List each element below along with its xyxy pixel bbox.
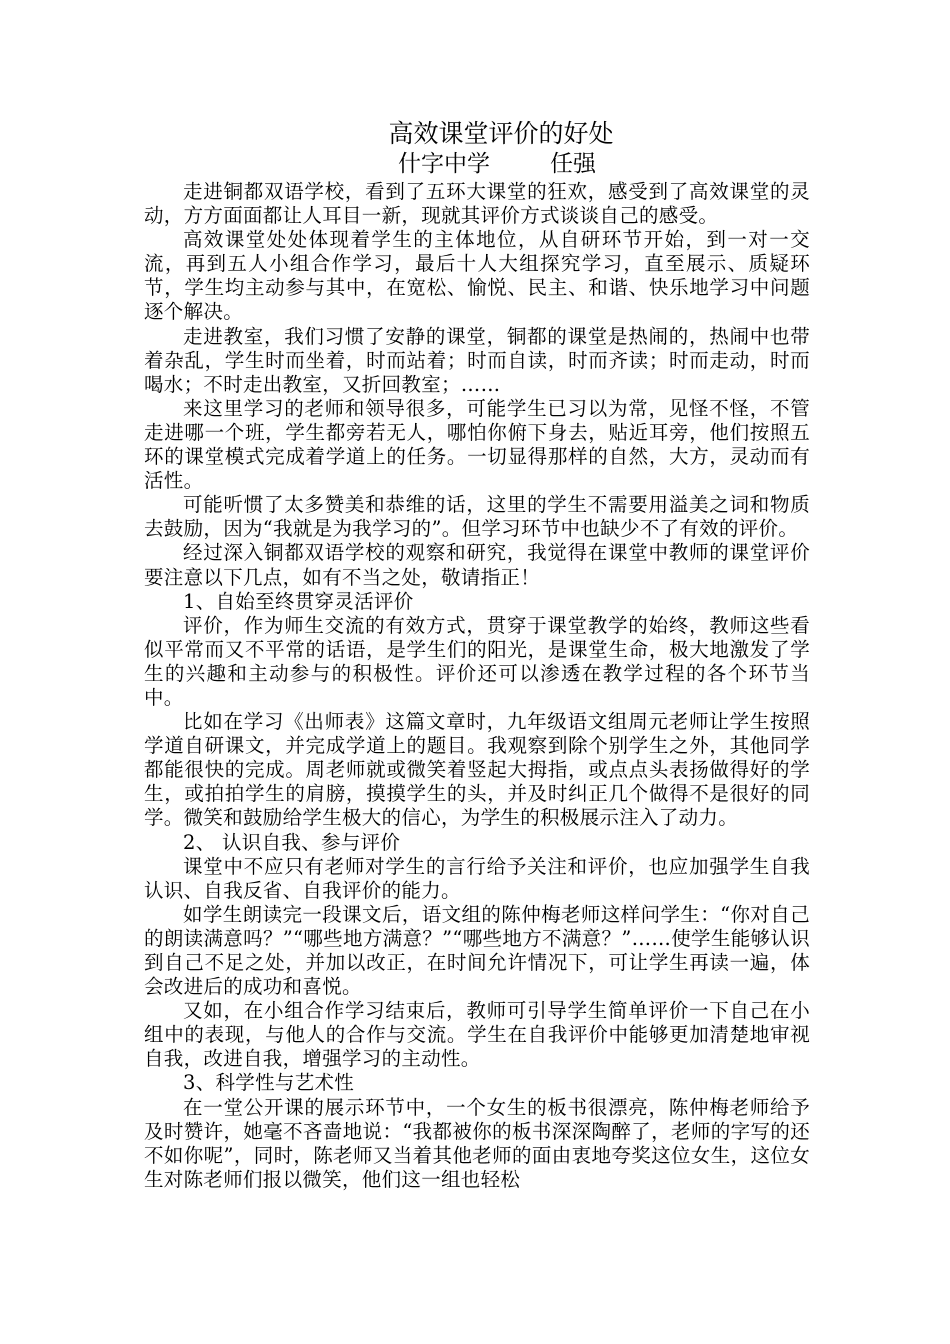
author-name: 任强 bbox=[550, 151, 596, 177]
paragraph: 高效课堂处处体现着学生的主体地位，从自研环节开始，到一对一交流，再到五人小组合作学习，最后十人大组探究学习，直至展示、质疑环节，学生均主动参与其中，在宽松、愉悦、民主、和谐、快乐地学习中问题逐个解决。 bbox=[144, 228, 810, 324]
paragraph: 又如，在小组合作学习结束后，教师可引导学生简单评价一下自己在小组中的表现，与他人的合作与交流。学生在自我评价中能够更加清楚地审视自我，改进自我，增强学习的主动性。 bbox=[144, 999, 810, 1071]
paragraph: 走进铜都双语学校，看到了五环大课堂的狂欢，感受到了高效课堂的灵动，方方面面都让人耳目一新，现就其评价方式谈谈自己的感受。 bbox=[144, 180, 810, 228]
paragraph: 课堂中不应只有老师对学生的言行给予关注和评价，也应加强学生自我认识、自我反省、自我评价的能力。 bbox=[144, 854, 810, 902]
paragraph: 可能听惯了太多赞美和恭维的话，这里的学生不需要用溢美之词和物质去鼓励，因为“我就是为我学习的”。但学习环节中也缺少不了有效的评价。 bbox=[144, 493, 810, 541]
school-name: 什字中学 bbox=[398, 151, 490, 177]
section-heading-3: 3、科学性与艺术性 bbox=[183, 1071, 355, 1095]
byline bbox=[144, 150, 810, 178]
paragraph: 来这里学习的老师和领导很多，可能学生已习以为常，见怪不怪，不管走进哪一个班，学生都旁若无人，哪怕你俯下身去，贴近耳旁，他们按照五环的课堂模式完成着学道上的任务。一切显得那样的自然，大方，灵动而有活性。 bbox=[144, 396, 810, 493]
document-page bbox=[144, 118, 810, 1192]
paragraph: 在一堂公开课的展示环节中，一个女生的板书很漂亮，陈仲梅老师给予及时赞许，她毫不吝啬地说：“我都被你的板书深深陶醉了，老师的字写的还不如你呢”，同时，陈老师又当着其他老师的面由衷地夸奖这位女生，这位女生对陈老师们报以微笑，他们这一组也轻松 bbox=[144, 1095, 810, 1191]
paragraph: 经过深入铜都双语学校的观察和研究，我觉得在课堂中教师的课堂评价要注意以下几点，如有不当之处，敬请指正！ bbox=[144, 541, 810, 589]
paragraph: 评价，作为师生交流的有效方式，贯穿于课堂教学的始终，教师这些看似平常而又不平常的话语，是学生们的阳光，是课堂生命，极大地激发了学生的兴趣和主动参与的积极性。评价还可以渗透在教学过程的各个环节当中。 bbox=[144, 613, 810, 709]
section-heading-2: 2、 认识自我、参与评价 bbox=[183, 830, 401, 854]
section-heading-1: 1、自始至终贯穿灵活评价 bbox=[183, 589, 414, 613]
document-title: 高效课堂评价的好处 bbox=[388, 119, 614, 148]
paragraph: 如学生朗读完一段课文后，语文组的陈仲梅老师这样问学生：“你对自己的朗读满意吗？”“哪些地方满意？”“哪些地方不满意？”……使学生能够认识到自己不足之处，并加以改正，在时间允许情况下，可让学生再读一遍，体会改进后的成功和喜悦。 bbox=[144, 902, 810, 999]
paragraph: 走进教室，我们习惯了安静的课堂，铜都的课堂是热闹的，热闹中也带着杂乱，学生时而坐着，时而站着；时而自读，时而齐读；时而走动，时而喝水；不时走出教室，又折回教室；…… bbox=[144, 324, 810, 396]
document-body bbox=[144, 180, 810, 1192]
paragraph: 比如在学习《出师表》这篇文章时，九年级语文组周元老师让学生按照学道自研课文，并完成学道上的题目。我观察到除个别学生之外，其他同学都能很快的完成。周老师就或微笑着竖起大拇指，或点点头表扬做得好的学生，或拍拍学生的肩膀，摸摸学生的头，并及时纠正几个做得不是很好的同学。微笑和鼓励给学生极大的信心，为学生的积极展示注入了动力。 bbox=[144, 710, 810, 830]
